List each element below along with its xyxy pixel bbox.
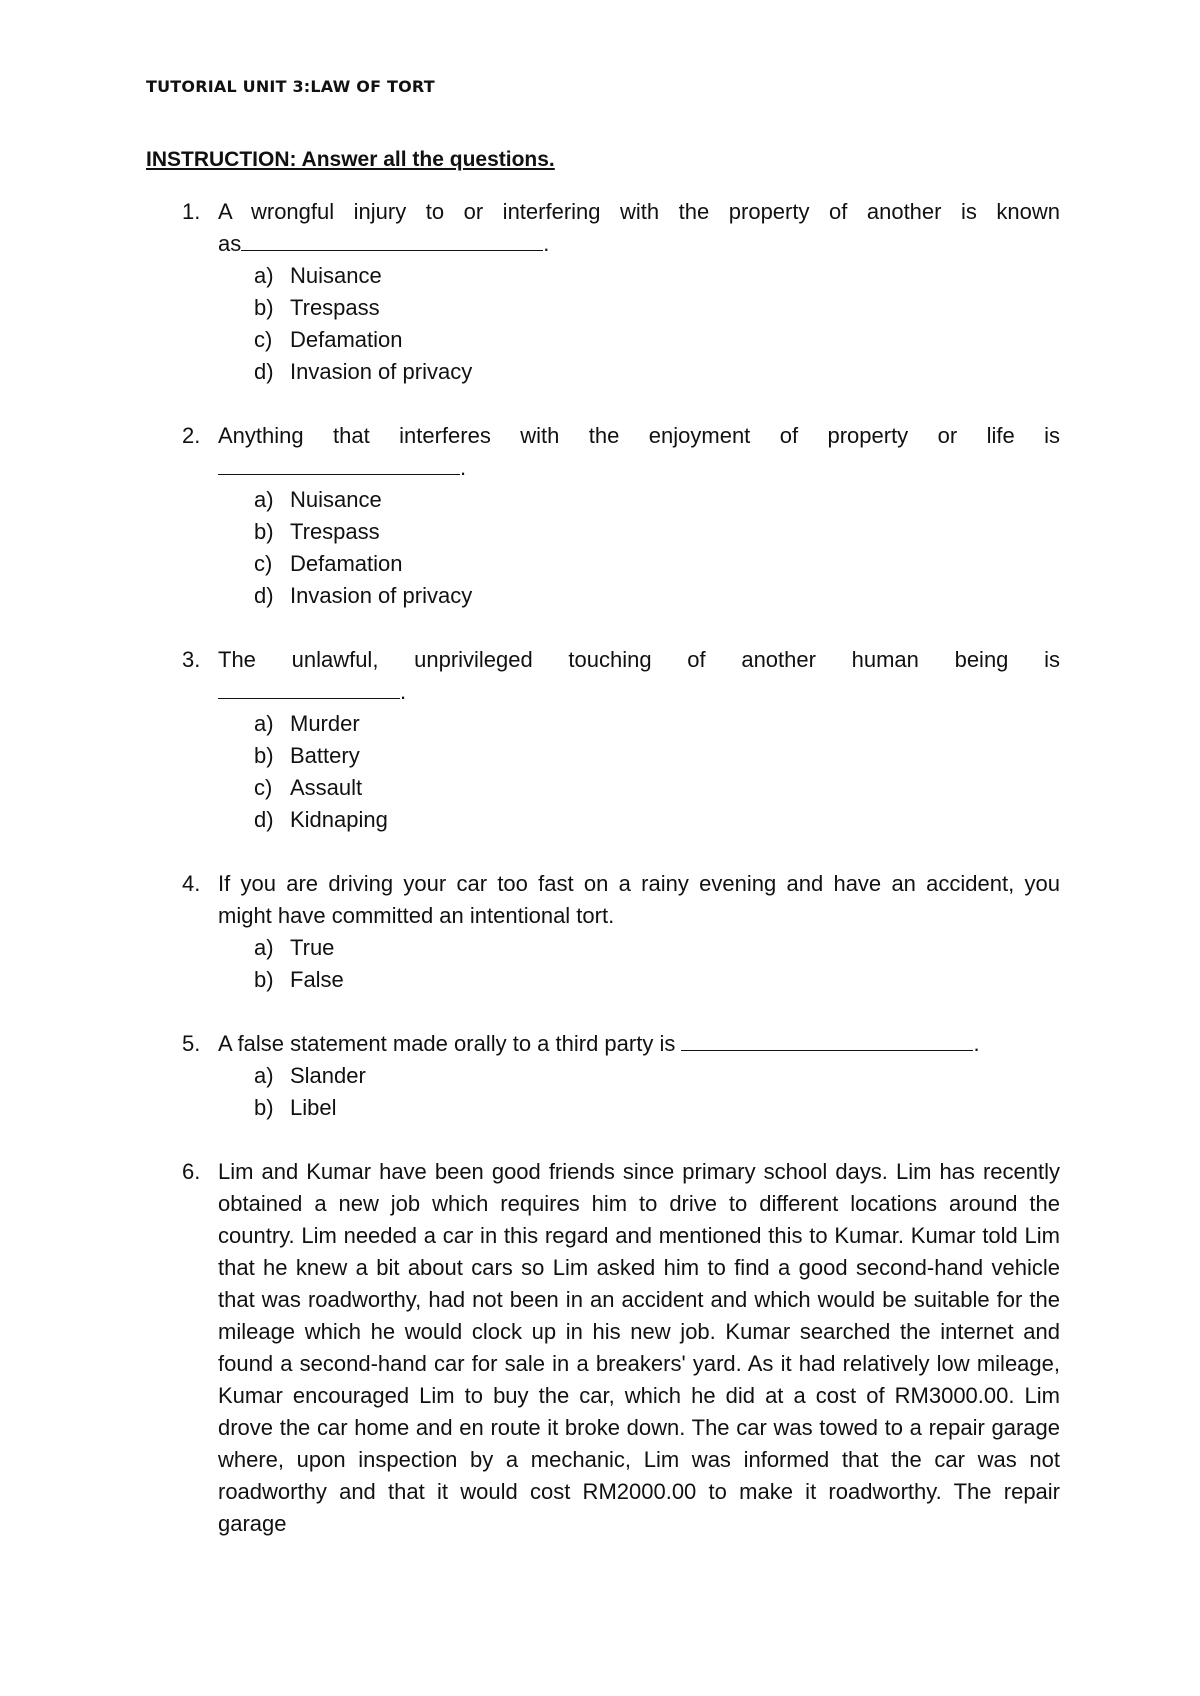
question-text-suffix: . <box>460 455 467 480</box>
option-text: False <box>290 967 344 992</box>
option-c <box>218 548 1060 580</box>
option-text: Kidnaping <box>290 807 388 832</box>
answer-blank <box>681 1028 973 1051</box>
option-a <box>218 260 1060 292</box>
question-number: 3. <box>182 647 201 672</box>
option-letter: c) <box>254 551 273 576</box>
option-letter: a) <box>254 263 274 288</box>
option-text: Defamation <box>290 551 403 576</box>
option-text: Nuisance <box>290 487 382 512</box>
question-number: 4. <box>182 871 201 896</box>
question-number: 2. <box>182 423 201 448</box>
option-letter: a) <box>254 487 274 512</box>
answer-blank <box>241 228 543 251</box>
question-text-prefix: as <box>218 231 242 256</box>
option-letter: d) <box>254 807 274 832</box>
option-letter: b) <box>254 967 274 992</box>
option-letter: d) <box>254 359 274 384</box>
question-list <box>146 196 1060 1572</box>
option-b <box>218 516 1060 548</box>
option-text: Trespass <box>290 519 380 544</box>
option-text: Defamation <box>290 327 403 352</box>
question-2 <box>146 420 1060 612</box>
option-text: Trespass <box>290 295 380 320</box>
option-text: Invasion of privacy <box>290 583 473 608</box>
question-number: 6. <box>182 1159 201 1184</box>
option-text: Nuisance <box>290 263 382 288</box>
option-text: Assault <box>290 775 363 800</box>
question-text-suffix: . <box>400 679 407 704</box>
question-text-suffix: . <box>973 1031 980 1056</box>
question-5 <box>146 1028 1060 1124</box>
answer-blank <box>218 676 400 699</box>
option-a <box>218 1060 1060 1092</box>
option-list <box>218 260 1060 388</box>
question-text-continued: might have committed an intentional tort. <box>218 903 615 928</box>
option-letter: d) <box>254 583 274 608</box>
option-letter: a) <box>254 935 274 960</box>
question-text: If you are driving your car too fast on a rainy evening and have an accident, you <box>218 871 1060 896</box>
question-1 <box>146 196 1060 388</box>
option-letter: b) <box>254 1095 274 1120</box>
option-list <box>218 1060 1060 1124</box>
question-4 <box>146 868 1060 996</box>
option-letter: c) <box>254 775 273 800</box>
question-text-continued <box>218 452 1060 484</box>
option-letter: b) <box>254 743 274 768</box>
instruction-heading: INSTRUCTION: Answer all the questions. <box>146 148 555 171</box>
option-a <box>218 708 1060 740</box>
page-header: TUTORIAL UNIT 3:LAW OF TORT <box>146 77 435 96</box>
question-text: A wrongful injury to or interfering with the property of another is known <box>218 199 1060 224</box>
question-text-suffix: . <box>543 231 550 256</box>
option-letter: b) <box>254 295 274 320</box>
question-number: 5. <box>182 1031 201 1056</box>
option-b <box>218 292 1060 324</box>
option-text: True <box>290 935 335 960</box>
option-a <box>218 932 1060 964</box>
question-text-continued <box>218 228 1060 260</box>
option-b <box>218 964 1060 996</box>
question-text: The unlawful, unprivileged touching of another human being is <box>218 647 1060 672</box>
option-d <box>218 804 1060 836</box>
option-letter: a) <box>254 1063 274 1088</box>
option-letter: b) <box>254 519 274 544</box>
option-text: Slander <box>290 1063 366 1088</box>
question-text-continued <box>218 676 1060 708</box>
option-a <box>218 484 1060 516</box>
option-text: Battery <box>290 743 360 768</box>
answer-blank <box>218 452 460 475</box>
option-text: Libel <box>290 1095 337 1120</box>
option-b <box>218 740 1060 772</box>
option-b <box>218 1092 1060 1124</box>
option-d <box>218 580 1060 612</box>
question-text: Anything that interferes with the enjoyment of property or life is <box>218 423 1060 448</box>
option-c <box>218 772 1060 804</box>
option-text: Murder <box>290 711 360 736</box>
question-text-prefix: A false statement made orally to a third party is <box>218 1031 676 1056</box>
question-6 <box>146 1156 1060 1540</box>
option-list <box>218 708 1060 836</box>
question-text <box>218 1028 1060 1060</box>
question-scenario-text: Lim and Kumar have been good friends since primary school days. Lim has recently obtained a new job which requires him to drive to different locations around the country. Lim needed a car in this regard and mentioned this to Kumar. Kumar told Lim that he knew a bit about cars so Lim asked him to find a good second-hand vehicle that was roadworthy, had not been in an accident and which would be suitable for the mileage which he would clock up in his new job. Kumar searched the internet and found a second-hand car for sale in a breakers' yard. As it had relatively low mileage, Kumar encouraged Lim to buy the car, which he did at a cost of RM3000.00. Lim drove the car home and en route it broke down. The car was towed to a repair garage where, upon inspection by a mechanic, Lim was informed that the car was not roadworthy and that it would cost RM2000.00 to make it roadworthy. The repair garage <box>218 1159 1060 1536</box>
question-3 <box>146 644 1060 836</box>
option-list <box>218 932 1060 996</box>
option-letter: c) <box>254 327 273 352</box>
option-list <box>218 484 1060 612</box>
option-c <box>218 324 1060 356</box>
question-number: 1. <box>182 199 201 224</box>
option-text: Invasion of privacy <box>290 359 473 384</box>
option-letter: a) <box>254 711 274 736</box>
option-d <box>218 356 1060 388</box>
